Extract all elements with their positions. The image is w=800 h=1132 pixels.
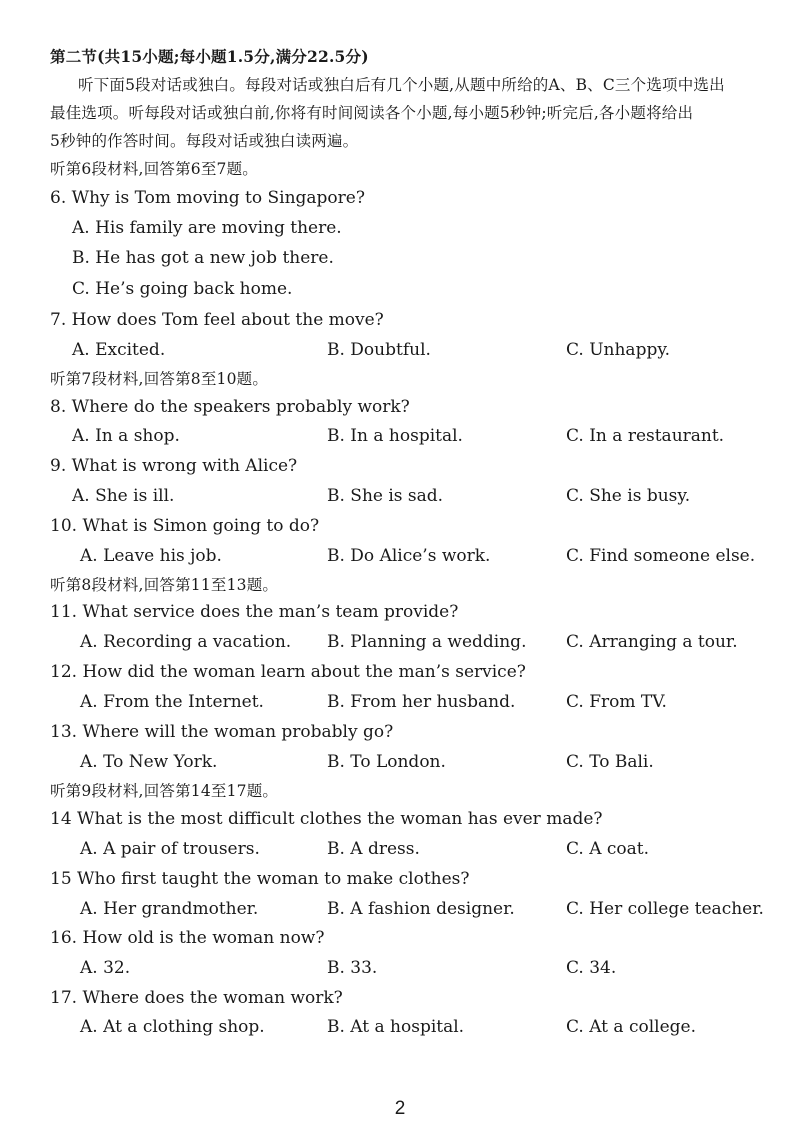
group-header: 听第6段材料,回答第6至7题。 bbox=[50, 160, 259, 178]
question-text: 7. How does Tom feel about the move? bbox=[50, 310, 384, 330]
question-text: 14 What is the most difficult clothes the woman has ever made? bbox=[50, 809, 603, 829]
option-c: C. To Bali. bbox=[566, 752, 654, 772]
option-c: C. A coat. bbox=[566, 839, 650, 859]
question-text: 16. How old is the woman now? bbox=[50, 928, 325, 948]
option-a: A. Excited. bbox=[72, 340, 166, 360]
option-b: B. A dress. bbox=[327, 839, 420, 859]
question-text: 8. Where do the speakers probably work? bbox=[50, 397, 410, 417]
question-text: 9. What is wrong with Alice? bbox=[50, 456, 298, 476]
option-b: B. From her husband. bbox=[327, 692, 516, 712]
section-title: 第二节(共15小题;每小题1.5分,满分22.5分) bbox=[50, 47, 369, 66]
option-a: A. She is ill. bbox=[72, 486, 175, 506]
option-b: B. She is sad. bbox=[327, 486, 444, 506]
option-c: C. From TV. bbox=[566, 692, 667, 712]
option-b: B. At a hospital. bbox=[327, 1017, 465, 1037]
question-text: 13. Where will the woman probably go? bbox=[50, 722, 394, 742]
option-a: A. From the Internet. bbox=[80, 692, 264, 712]
group-header: 听第9段材料,回答第14至17题。 bbox=[50, 782, 279, 800]
option-a: A. 32. bbox=[80, 958, 131, 978]
option-b: B. Doubtful. bbox=[327, 340, 431, 360]
instruction-line: 5秒钟的作答时间。每段对话或独白读两遍。 bbox=[50, 132, 359, 150]
option-c: C. In a restaurant. bbox=[566, 426, 725, 446]
option-c: C. 34. bbox=[566, 958, 617, 978]
option-a: A. At a clothing shop. bbox=[80, 1017, 265, 1037]
option-b: B. He has got a new job there. bbox=[72, 248, 334, 268]
option-a: A. A pair of trousers. bbox=[80, 839, 260, 859]
question-text: 12. How did the woman learn about the man’s service? bbox=[50, 662, 526, 682]
option-b: B. To London. bbox=[327, 752, 446, 772]
option-a: A. In a shop. bbox=[72, 426, 180, 446]
question-text: 15 Who first taught the woman to make clothes? bbox=[50, 869, 470, 889]
question-text: 6. Why is Tom moving to Singapore? bbox=[50, 188, 365, 208]
question-text: 17. Where does the woman work? bbox=[50, 988, 343, 1008]
option-c: C. Her college teacher. bbox=[566, 899, 764, 919]
instruction-line: 听下面5段对话或独白。每段对话或独白后有几个小题,从题中所给的A、B、C三个选项中选出 bbox=[78, 76, 725, 94]
option-a: A. His family are moving there. bbox=[72, 218, 342, 238]
option-b: B. In a hospital. bbox=[327, 426, 463, 446]
option-c: C. Find someone else. bbox=[566, 546, 756, 566]
option-c: C. He’s going back home. bbox=[72, 279, 293, 299]
instruction-line: 最佳选项。听每段对话或独白前,你将有时间阅读各个小题,每小题5秒钟;听完后,各小题将给出 bbox=[50, 104, 694, 122]
option-a: A. Recording a vacation. bbox=[80, 632, 292, 652]
group-header: 听第8段材料,回答第11至13题。 bbox=[50, 576, 279, 594]
option-a: A. To New York. bbox=[80, 752, 218, 772]
question-text: 10. What is Simon going to do? bbox=[50, 516, 320, 536]
option-b: B. Planning a wedding. bbox=[327, 632, 527, 652]
option-a: A. Her grandmother. bbox=[80, 899, 259, 919]
page-number: 2 bbox=[394, 1098, 406, 1119]
option-c: C. At a college. bbox=[566, 1017, 696, 1037]
option-c: C. Unhappy. bbox=[566, 340, 671, 360]
option-c: C. Arranging a tour. bbox=[566, 632, 738, 652]
question-text: 11. What service does the man’s team provide? bbox=[50, 602, 459, 622]
option-a: A. Leave his job. bbox=[80, 546, 222, 566]
option-b: B. A fashion designer. bbox=[327, 899, 515, 919]
option-c: C. She is busy. bbox=[566, 486, 691, 506]
option-b: B. 33. bbox=[327, 958, 378, 978]
group-header: 听第7段材料,回答第8至10题。 bbox=[50, 370, 269, 388]
option-b: B. Do Alice’s work. bbox=[327, 546, 491, 566]
